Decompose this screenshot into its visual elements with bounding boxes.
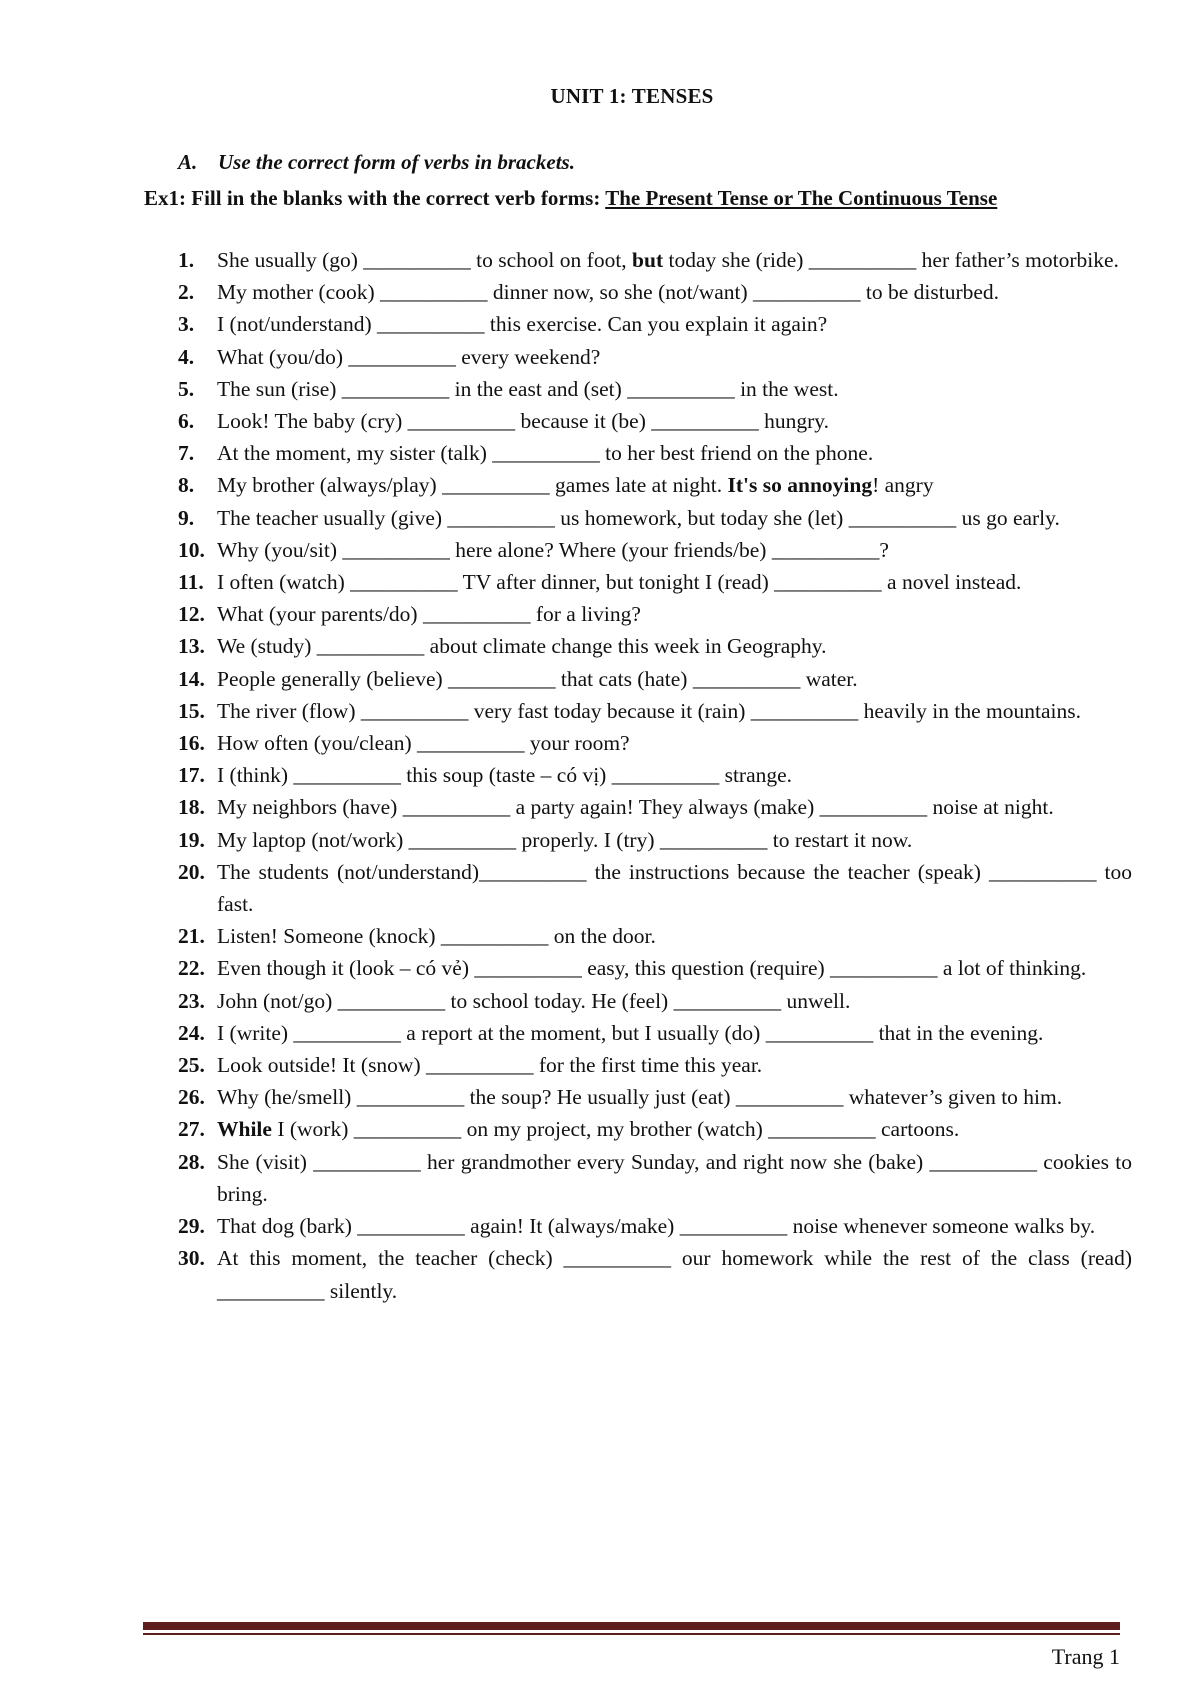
- list-item: [144, 1113, 1132, 1145]
- exercise-tense-topic: The Present Tense or The Continuous Tense: [605, 186, 998, 210]
- item-number: 15.: [178, 698, 205, 723]
- item-text: Look! The baby (cry) __________ because it (be) __________ hungry.: [217, 409, 830, 434]
- item-number: 2.: [178, 280, 195, 305]
- item-text: What (your parents/do) __________ for a living?: [217, 602, 641, 627]
- list-item: [144, 1242, 1132, 1306]
- item-text: Look outside! It (snow) __________ for the first time this year.: [217, 1053, 763, 1078]
- list-item: [144, 920, 1132, 952]
- item-number: 19.: [178, 827, 205, 852]
- item-number: 13.: [178, 634, 205, 659]
- item-text: Listen! Someone (knock) __________ on the door.: [217, 924, 656, 949]
- item-number: 26.: [178, 1085, 205, 1110]
- item-text: She usually (go) __________ to school on foot, but today she (ride) __________ her father’s motorbike.: [217, 248, 1119, 272]
- item-number: 17.: [178, 763, 205, 788]
- list-item: [144, 663, 1132, 695]
- item-text: I (write) __________ a report at the moment, but I usually (do) __________ that in the evening.: [217, 1020, 1044, 1045]
- item-text: I (not/understand) __________ this exercise. Can you explain it again?: [217, 312, 828, 337]
- item-number: 6.: [178, 409, 195, 434]
- item-text: What (you/do) __________ every weekend?: [217, 344, 601, 369]
- item-text: How often (you/clean) __________ your room?: [217, 731, 630, 756]
- emphasis-text: but: [632, 248, 664, 272]
- item-text: My brother (always/play) __________ games late at night. It's so annoying! angry: [217, 473, 934, 498]
- list-item: [144, 373, 1132, 405]
- item-text: The river (flow) __________ very fast today because it (rain) __________ heavily in the mountains.: [217, 698, 1081, 723]
- list-item: [144, 437, 1132, 469]
- list-item: [144, 534, 1132, 566]
- list-item: [144, 791, 1132, 823]
- item-number: 7.: [178, 441, 195, 466]
- item-text: My neighbors (have) __________ a party again! They always (make) __________ noise at night.: [217, 795, 1054, 820]
- item-number: 4.: [178, 344, 195, 369]
- item-text: My mother (cook) __________ dinner now, so she (not/want) __________ to be disturbed.: [217, 280, 1000, 305]
- list-item: [144, 1049, 1132, 1081]
- list-item: [144, 695, 1132, 727]
- list-item: [144, 952, 1132, 984]
- item-text: The students (not/understand)__________ the instructions because the teacher (speak) __________ too fast.: [217, 859, 1132, 917]
- item-text: At this moment, the teacher (check) __________ our homework while the rest of the class (read) __________ silently.: [217, 1246, 1132, 1303]
- item-text: At the moment, my sister (talk) __________ to her best friend on the phone.: [217, 441, 874, 466]
- item-number: 16.: [178, 731, 205, 756]
- list-item: [144, 598, 1132, 630]
- item-text: My laptop (not/work) __________ properly. I (try) __________ to restart it now.: [217, 827, 913, 852]
- emphasis-text: While: [217, 1117, 272, 1142]
- list-item: [144, 502, 1132, 534]
- section-a-heading: [178, 150, 575, 175]
- footer-rule-thin: [143, 1633, 1120, 1635]
- list-item: [144, 341, 1132, 373]
- exercise-1-heading: [144, 182, 1089, 214]
- item-number: 18.: [178, 795, 205, 820]
- page-title: UNIT 1: TENSES: [550, 84, 714, 108]
- page-number: Trang 1: [1051, 1644, 1120, 1669]
- item-text: Why (he/smell) __________ the soup? He usually just (eat) __________ whatever’s given to him.: [217, 1085, 1063, 1110]
- list-item: [144, 276, 1132, 308]
- exercise-list: [144, 244, 1132, 1307]
- item-number: 1.: [178, 248, 195, 272]
- item-number: 14.: [178, 666, 205, 691]
- item-number: 22.: [178, 956, 205, 981]
- item-number: 20.: [178, 859, 205, 884]
- list-item: [144, 1210, 1132, 1242]
- footer-rule: [143, 1622, 1120, 1630]
- item-text: I (think) __________ this soup (taste – có vị) __________ strange.: [217, 763, 793, 788]
- item-number: 9.: [178, 505, 195, 530]
- item-number: 24.: [178, 1020, 205, 1045]
- list-item: [144, 1081, 1132, 1113]
- item-text: That dog (bark) __________ again! It (always/make) __________ noise whenever someone walks by.: [217, 1214, 1096, 1239]
- item-number: 27.: [178, 1117, 205, 1142]
- item-text: The sun (rise) __________ in the east and (set) __________ in the west.: [217, 376, 839, 401]
- item-number: 25.: [178, 1053, 205, 1078]
- list-item: [144, 244, 1132, 276]
- list-item: [144, 985, 1132, 1017]
- list-item: [144, 727, 1132, 759]
- item-text: People generally (believe) __________ that cats (hate) __________ water.: [217, 666, 858, 691]
- item-number: 5.: [178, 376, 195, 401]
- item-number: 29.: [178, 1214, 205, 1239]
- item-number: 11.: [178, 570, 204, 595]
- item-number: 21.: [178, 924, 205, 949]
- item-number: 10.: [178, 537, 205, 562]
- item-number: 3.: [178, 312, 195, 337]
- list-item: [144, 630, 1132, 662]
- section-instruction: Use the correct form of verbs in brackets.: [218, 150, 575, 174]
- list-item: [144, 308, 1132, 340]
- item-text: While I (work) __________ on my project, my brother (watch) __________ cartoons.: [217, 1117, 960, 1142]
- item-text: She (visit) __________ her grandmother every Sunday, and right now she (bake) __________ cookies to bring.: [217, 1149, 1132, 1206]
- item-number: 12.: [178, 602, 205, 627]
- emphasis-text: It's so annoying: [727, 473, 873, 498]
- list-item: [144, 1017, 1132, 1049]
- item-text: Even though it (look – có vẻ) __________ easy, this question (require) __________ a lot of thinking.: [217, 956, 1087, 981]
- list-item: [144, 856, 1132, 920]
- item-number: 23.: [178, 988, 205, 1013]
- list-item: [144, 469, 1132, 501]
- list-item: [144, 405, 1132, 437]
- item-text: We (study) __________ about climate change this week in Geography.: [217, 634, 827, 659]
- item-text: I often (watch) __________ TV after dinner, but tonight I (read) __________ a novel instead.: [217, 570, 1022, 595]
- list-item: [144, 566, 1132, 598]
- item-text: The teacher usually (give) __________ us homework, but today she (let) __________ us go early.: [217, 505, 1060, 530]
- list-item: [144, 1146, 1132, 1210]
- item-text: Why (you/sit) __________ here alone? Where (your friends/be) __________?: [217, 537, 889, 562]
- exercise-label: Ex1: Fill in the blanks with the correct verb forms:: [144, 186, 606, 210]
- list-item: [144, 824, 1132, 856]
- section-letter: A.: [178, 150, 198, 174]
- item-number: 8.: [178, 473, 195, 498]
- list-item: [144, 759, 1132, 791]
- item-number: 30.: [178, 1246, 205, 1271]
- item-number: 28.: [178, 1149, 205, 1174]
- item-text: John (not/go) __________ to school today. He (feel) __________ unwell.: [217, 988, 851, 1013]
